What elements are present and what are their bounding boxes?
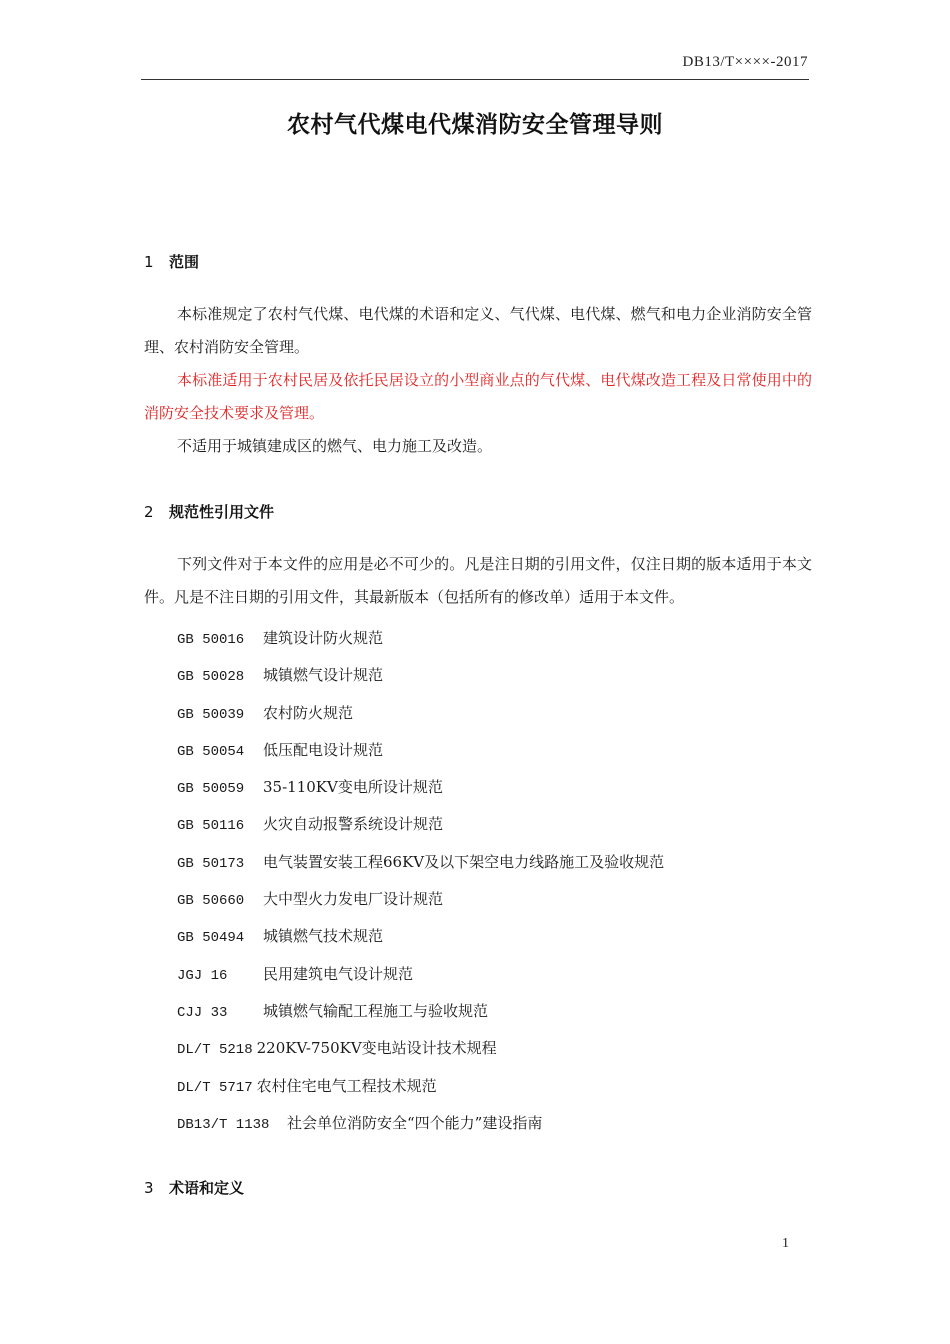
reference-item [177,1105,664,1142]
reference-title: 城镇燃气技术规范 [263,927,384,946]
reference-item [177,1030,664,1067]
reference-title: 农村防火规范 [263,703,354,722]
document-title: 农村气代煤电代煤消防安全管理导则 [287,112,663,138]
reference-code: GB 50016 [177,632,245,648]
reference-title: 建筑设计防火规范 [263,629,384,647]
section-3-heading [144,1177,244,1198]
reference-title: 电气装置安装工程66KV及以下架空电力线路施工及验收规范 [263,852,665,871]
section-1-paragraph-2-highlighted: 本标准适用于农村民居及依托民居设立的小型商业点的气代煤、电代煤改造工程及日常使用中的消防安全技术要求及管理。 [144,371,812,422]
reference-title: 220KV-750KV变电站设计技术规程 [256,1039,497,1058]
header-divider [141,79,809,80]
reference-item [177,881,664,918]
reference-item [177,620,664,657]
reference-item [177,769,664,806]
reference-code: GB 50054 [177,743,245,760]
section-2-number: 2 [144,503,154,521]
reference-item [177,993,664,1030]
reference-title: 民用建筑电气设计规范 [263,964,414,983]
reference-title: 城镇燃气设计规范 [263,666,384,685]
section-1-title: 范围 [169,253,200,271]
reference-item [177,844,664,881]
reference-code: DL/T 5218 [177,1042,253,1059]
reference-item [177,657,664,694]
reference-code: DL/T 5717 [177,1079,253,1096]
section-1-heading [144,251,199,272]
reference-title: 火灾自动报警系统设计规范 [263,815,444,834]
section-2-heading [144,501,274,522]
section-2-title: 规范性引用文件 [169,503,275,521]
reference-code: JGJ 16 [177,967,228,984]
section-3-title: 术语和定义 [169,1179,245,1197]
reference-item [177,918,664,955]
reference-code: DB13/T 1138 [177,1116,270,1133]
reference-item [177,956,664,993]
reference-code: GB 50494 [177,930,245,947]
reference-code: GB 50173 [177,855,245,872]
reference-code: CJJ 33 [177,1004,228,1021]
reference-code: GB 50039 [177,706,245,723]
reference-item [177,695,664,732]
reference-code: GB 50059 [177,781,245,798]
reference-title: 城镇燃气输配工程施工与验收规范 [263,1001,489,1020]
reference-item [177,806,664,843]
header-standard-code: DB13/T××××-2017 [682,54,808,70]
reference-item [177,732,664,769]
reference-title: 大中型火力发电厂设计规范 [263,890,444,909]
normative-references-list [177,620,664,1142]
reference-item [177,1068,664,1105]
reference-code: GB 50116 [177,818,245,835]
section-1-paragraph-1: 本标准规定了农村气代煤、电代煤的术语和定义、气代煤、电代煤、燃气和电力企业消防安全管理、农村消防安全管理。 [144,305,812,356]
reference-title: 低压配电设计规范 [263,740,384,759]
reference-title: 农村住宅电气工程技术规范 [256,1076,437,1095]
section-3-number: 3 [144,1179,154,1197]
section-1-paragraph-3: 不适用于城镇建成区的燃气、电力施工及改造。 [177,437,493,455]
reference-title: 35-110KV变电所设计规范 [263,778,443,797]
section-1-number: 1 [144,253,154,271]
section-2-intro: 下列文件对于本文件的应用是必不可少的。凡是注日期的引用文件，仅注日期的版本适用于本文件。凡是不注日期的引用文件，其最新版本（包括所有的修改单）适用于本文件。 [144,555,812,606]
reference-code: GB 50028 [177,669,245,686]
reference-code: GB 50660 [177,893,245,910]
reference-title: 社会单位消防安全“四个能力”建设指南 [287,1113,543,1132]
page-number: 1 [782,1236,789,1251]
